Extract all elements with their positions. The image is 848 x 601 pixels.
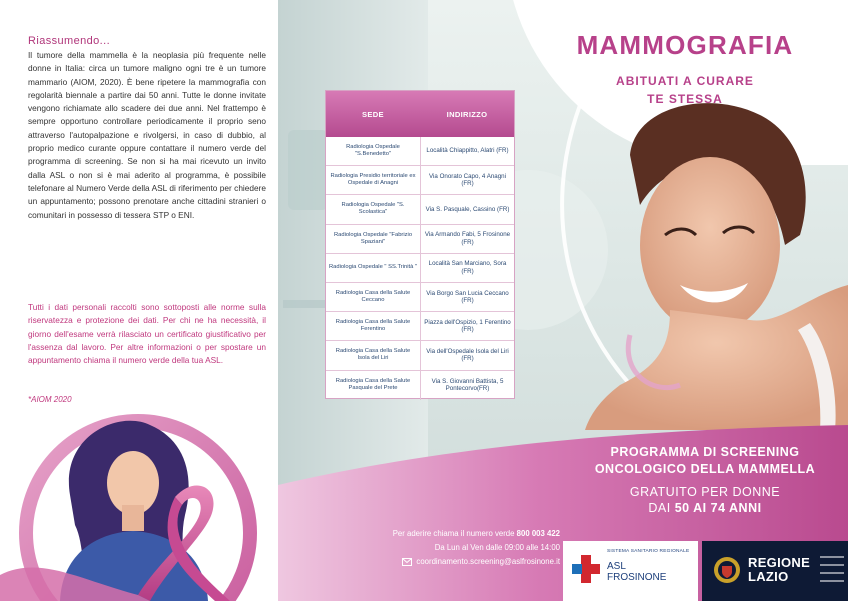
free-line-2-prefix: DAI bbox=[648, 501, 671, 515]
free-line-2 bbox=[575, 500, 835, 516]
contact-prefix: Per aderire chiama il numero verde bbox=[392, 529, 515, 538]
contact-email-line bbox=[300, 555, 560, 569]
contact-info bbox=[300, 527, 560, 569]
envelope-icon bbox=[402, 558, 412, 566]
woman-ribbon-illustration bbox=[0, 405, 278, 601]
regione-lazio-logo bbox=[702, 541, 848, 601]
cell-indirizzo: Via S. Giovanni Battista, 5 Pontecorvo(FR) bbox=[420, 371, 514, 400]
table-header bbox=[326, 91, 514, 137]
table-row bbox=[326, 371, 514, 400]
section-title: Riassumendo... bbox=[28, 35, 111, 47]
asl-frosinone-logo bbox=[563, 541, 698, 601]
asl-line-1: ASL bbox=[607, 561, 626, 572]
cell-indirizzo: Località San Marciano, Sora (FR) bbox=[420, 254, 514, 282]
lazio-line-1: REGIONE bbox=[748, 555, 811, 570]
table-row bbox=[326, 312, 514, 341]
cell-indirizzo: Via Onorato Capo, 4 Anagni (FR) bbox=[420, 166, 514, 194]
table-row bbox=[326, 254, 514, 283]
page-title: MAMMOGRAFIA bbox=[576, 30, 794, 60]
table-row bbox=[326, 195, 514, 224]
column-header-sede: SEDE bbox=[362, 109, 384, 119]
cross-icon bbox=[571, 553, 601, 585]
regione-name bbox=[748, 556, 810, 584]
program-line-2: ONCOLOGICO DELLA MAMMELLA bbox=[594, 462, 816, 476]
privacy-text: Tutti i dati personali raccolti sono sottoposti alle norme sulla riservatezza e protezione dei dati. Per chi ne ha necessità, il giorno dell'esame verrà rilasciato un certificato giustificativo per l'assenza dal lavoro. Per altre informazioni o per spostare un appuntamento chiama il numero verde della tua ASL. bbox=[28, 302, 266, 366]
email-link[interactable]: coordinamento.screening@aslfrosinone.it bbox=[416, 557, 560, 566]
cell-sede: Radiologia Casa della Salute Isola del Liri bbox=[335, 348, 411, 362]
locations-table bbox=[325, 90, 515, 399]
decorative-lines bbox=[820, 551, 844, 591]
table-row bbox=[326, 283, 514, 312]
table-row bbox=[326, 137, 514, 166]
free-line-1: GRATUITO PER DONNE bbox=[629, 485, 781, 499]
cell-indirizzo: Via dell'Ospedale Isola del Liri (FR) bbox=[420, 341, 514, 369]
cell-sede: Radiologia Presidio territoriale ex Ospedale di Anagni bbox=[330, 173, 416, 187]
cell-sede: Radiologia Ospedale "S. Scolastica" bbox=[341, 202, 405, 216]
asl-top-label: SISTEMA SANITARIO REGIONALE bbox=[607, 549, 690, 554]
smiling-woman-photo bbox=[560, 95, 848, 430]
subtitle-line-2: TE STESSA bbox=[647, 92, 723, 106]
cell-indirizzo: Via S. Pasquale, Cassino (FR) bbox=[420, 195, 514, 223]
table-row bbox=[326, 225, 514, 254]
asl-line-2: FROSINONE bbox=[607, 572, 667, 583]
cell-indirizzo: Località Chiappitto, Alatri (FR) bbox=[420, 137, 514, 165]
cell-indirizzo: Via Armando Fabi, 5 Frosinone (FR) bbox=[420, 225, 514, 253]
cell-sede: Radiologia Casa della Salute Ceccano bbox=[335, 290, 411, 304]
cell-sede: Radiologia Ospedale " SS.Trinità " bbox=[329, 264, 418, 271]
program-line-1: PROGRAMMA DI SCREENING bbox=[610, 445, 800, 459]
page-subtitle bbox=[560, 72, 810, 108]
contact-phone-line bbox=[300, 527, 560, 541]
phone-number[interactable]: 800 003 422 bbox=[516, 529, 560, 538]
cell-sede: Radiologia Ospedale "S.Benedetto" bbox=[346, 144, 400, 158]
program-heading bbox=[575, 444, 835, 478]
table-row bbox=[326, 166, 514, 195]
left-panel bbox=[0, 0, 278, 601]
cell-sede: Radiologia Casa della Salute Ferentino bbox=[335, 319, 411, 333]
lazio-line-2: LAZIO bbox=[748, 569, 789, 584]
cell-sede: Radiologia Casa della Salute Pasquale del Prete bbox=[335, 378, 411, 392]
age-range: 50 AI 74 ANNI bbox=[674, 501, 762, 515]
table-row bbox=[326, 341, 514, 370]
cell-indirizzo: Via Borgo San Lucia Ceccano (FR) bbox=[420, 283, 514, 311]
source-note: *AIOM 2020 bbox=[28, 395, 72, 404]
asl-name bbox=[607, 561, 666, 583]
cell-sede: Radiologia Ospedale "Fabrizio Spaziani" bbox=[333, 231, 413, 245]
subtitle-line-1: ABITUATI A CURARE bbox=[616, 74, 754, 88]
body-text: Il tumore della mammella è la neoplasia più frequente nelle donne in Italia: circa un tumore maligno ogni tre è un tumore mammario (AIOM, 2020). È bene ripetere la mammografia con regolarità biennale a partire dai 50 anni. Tutte le donne invitate vengono richiamate allo scadere dei due anni. Nel frattempo è sempre opportuno controllare periodicamente il proprio seno attraverso l'autopalpazione e rivolgersi, in caso di dubbio, al proprio medico curante oppure contattare il numero verde del programma di screening. Se non si ha mai ricevuto un invito dalla ASL o non si è mai aderito al programma, è possibile telefonare al Numero Verde della ASL di riferimento per chiedere un appuntamento; possono prenotare anche cittadini stranieri o comunitari in possesso di tessera STP o ENI. bbox=[28, 50, 266, 220]
column-header-indirizzo: INDIRIZZO bbox=[446, 109, 488, 119]
cell-indirizzo: Piazza dell'Ospizio, 1 Ferentino (FR) bbox=[420, 312, 514, 340]
regione-crest-icon bbox=[712, 554, 742, 586]
contact-hours: Da Lun al Ven dalle 09:00 alle 14:00 bbox=[434, 543, 560, 552]
